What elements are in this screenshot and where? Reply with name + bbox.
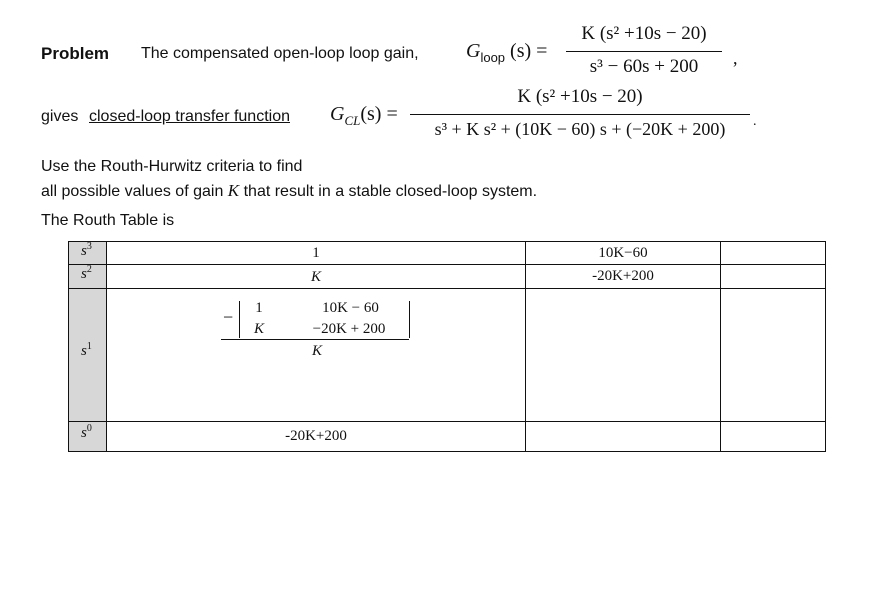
gloop-symbol	[466, 40, 547, 63]
gloop-arg: (s) =	[510, 40, 548, 62]
row-s3-col1: 1	[312, 245, 320, 261]
instruction-line-1: Use the Routh-Hurwitz criteria to find	[41, 158, 303, 175]
routh-table	[68, 241, 826, 452]
row-s0-power: $s^0$	[81, 423, 92, 441]
instruction-line-2	[41, 181, 537, 201]
gcl-letter: G	[330, 103, 345, 125]
gloop-comma: ,	[733, 48, 738, 68]
row-s2-col1: K	[310, 269, 321, 285]
gcl-symbol	[330, 103, 398, 126]
row-s0-col1: -20K+200	[285, 428, 347, 444]
instruction-gain-k: K	[227, 181, 240, 200]
gloop-fraction-bar	[566, 51, 722, 52]
gloop-subscript: loop	[480, 50, 506, 65]
determinant-bottom-left: K	[253, 321, 264, 337]
closed-loop-prefix: gives	[41, 108, 79, 125]
determinant-top-left: 1	[255, 300, 263, 316]
gloop-denominator: s³ − 60s + 200	[589, 56, 699, 77]
gloop-letter: G	[466, 40, 481, 62]
gloop-numerator: K (s² +10s − 20)	[581, 23, 707, 44]
gcl-fraction-bar	[410, 114, 750, 115]
determinant-fraction-bar	[221, 339, 409, 340]
determinant-right-bar	[409, 301, 410, 338]
gcl-arg: (s) =	[360, 103, 398, 125]
row-s3-power: $s^3$	[81, 241, 92, 259]
row-s1-power: $s^1$	[81, 341, 92, 359]
gcl-period: .	[753, 114, 757, 129]
instruction-line-2-end: that result in a stable closed-loop system.	[243, 183, 538, 200]
problem-heading: Problem	[41, 44, 110, 63]
row-s2-power: $s^2$	[81, 264, 92, 282]
closed-loop-link[interactable]: closed-loop transfer function	[89, 108, 290, 125]
gcl-subscript: CL	[344, 113, 361, 128]
determinant-bottom-right: −20K + 200	[312, 321, 386, 337]
problem-intro: The compensated open-loop loop gain,	[141, 45, 419, 62]
determinant-minus: −	[223, 307, 234, 327]
gcl-denominator: s³ + K s² + (10K − 60) s + (−20K + 200)	[434, 119, 726, 139]
determinant-divisor: K	[311, 343, 322, 359]
determinant-left-bar	[239, 301, 240, 338]
determinant-top-right: 10K − 60	[322, 300, 379, 316]
instruction-line-2-start: all possible values of gain	[41, 183, 224, 200]
gcl-numerator: K (s² +10s − 20)	[517, 86, 643, 107]
table-intro: The Routh Table is	[41, 212, 175, 229]
row-s3-col2: 10K−60	[598, 245, 648, 261]
row-s2-col2: -20K+200	[592, 268, 654, 284]
